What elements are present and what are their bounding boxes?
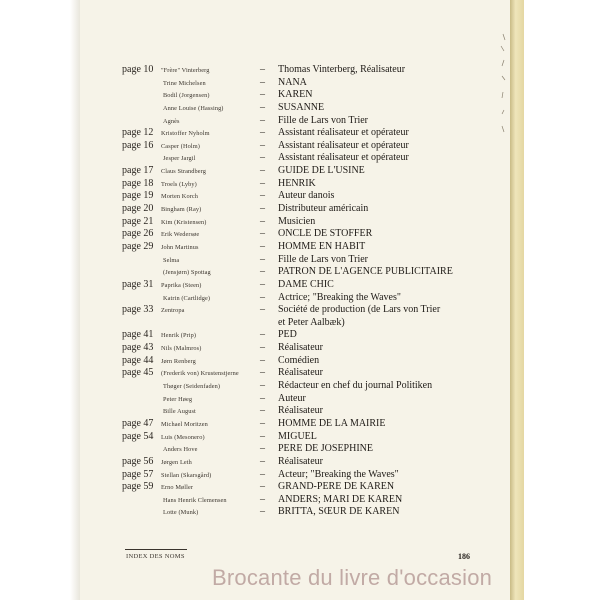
entry-dash: –	[260, 203, 265, 215]
entry-name: Jørn Renberg	[161, 357, 196, 365]
index-entry	[122, 279, 512, 292]
entry-role: Actrice; "Breaking the Waves"	[278, 291, 401, 303]
index-entry	[122, 304, 512, 329]
index-entry	[122, 380, 512, 393]
index-entry	[122, 329, 512, 342]
entry-dash: –	[260, 139, 265, 151]
entry-page-ref: page 21	[122, 215, 154, 227]
entry-dash: –	[260, 506, 265, 518]
entry-name: (Frederik von) Krustenstjerne	[161, 370, 239, 378]
entry-dash: –	[260, 165, 265, 177]
index-entry	[122, 481, 512, 494]
page-gutter-shadow	[70, 0, 80, 600]
entry-dash: –	[260, 367, 265, 379]
entry-name: Paprika (Steen)	[161, 281, 202, 289]
entry-role: Assistant réalisateur et opérateur	[278, 152, 409, 164]
entry-dash: –	[260, 468, 265, 480]
entry-role: Fille de Lars von Trier	[278, 114, 368, 126]
entry-role: Auteur	[278, 392, 306, 404]
entry-page-ref: page 31	[122, 278, 154, 290]
entry-name: Trine Michelsen	[163, 79, 206, 87]
entry-name: Morten Korch	[161, 193, 199, 201]
index-entry	[122, 494, 512, 507]
watermark-text: Brocante du livre d'occasion	[212, 565, 493, 590]
index-entry	[122, 393, 512, 406]
index-entry	[122, 140, 512, 153]
index-entry	[122, 367, 512, 380]
index-entry	[122, 254, 512, 267]
entry-role: SUSANNE	[278, 101, 325, 113]
entry-page-ref: page 41	[122, 329, 154, 341]
entry-role: Acteur; "Breaking the Waves"	[278, 468, 399, 480]
entry-page-ref: page 10	[122, 64, 154, 75]
entry-dash: –	[260, 455, 265, 467]
entry-name: Lotte (Munk)	[163, 509, 199, 517]
entry-role: Assistant réalisateur et opérateur	[278, 139, 409, 151]
entry-role: GRAND-PERE DE KAREN	[278, 481, 395, 493]
index-entry	[122, 456, 512, 469]
entry-name: Kristoffer Nyholm	[161, 130, 210, 138]
entry-name: Michael Moritzen	[161, 420, 208, 428]
entry-name: Henrik (Prip)	[161, 332, 197, 340]
entry-role-continued: et Peter Aalbæk)	[278, 316, 345, 328]
entry-page-ref: page 44	[122, 354, 154, 366]
entry-page-ref: page 43	[122, 342, 154, 354]
entry-name: Anne Louise (Hassing)	[163, 104, 224, 112]
entry-name: Claus Strandberg	[161, 168, 207, 176]
entry-name: Anders Hove	[163, 446, 198, 454]
entry-dash: –	[260, 253, 265, 265]
entry-name: Jesper Jargil	[163, 155, 196, 163]
index-entry	[122, 152, 512, 165]
footer-section-title: INDEX DES NOMS	[126, 553, 185, 560]
entry-page-ref: page 29	[122, 240, 154, 252]
entry-page-ref: page 18	[122, 177, 154, 189]
entry-page-ref: page 12	[122, 127, 154, 139]
index-entry	[122, 115, 512, 128]
entry-role: Musicien	[278, 215, 316, 227]
entry-dash: –	[260, 342, 265, 354]
entry-name: Katrin (Cartlidge)	[163, 294, 211, 302]
entry-role: Assistant réalisateur et opérateur	[278, 127, 409, 139]
entry-page-ref: page 20	[122, 203, 154, 215]
entry-dash: –	[260, 152, 265, 164]
entry-name: Thøger (Seidenfaden)	[163, 383, 221, 391]
entry-page-ref: page 47	[122, 417, 154, 429]
entry-role: PATRON DE L'AGENCE PUBLICITAIRE	[278, 266, 453, 278]
entry-role: ANDERS; MARI DE KAREN	[278, 493, 403, 505]
index-entry	[122, 241, 512, 254]
entry-role: Réalisateur	[278, 367, 323, 379]
entry-dash: –	[260, 177, 265, 189]
entry-name: Bodil (Jorgensen)	[163, 92, 210, 100]
index-entry	[122, 418, 512, 431]
page-edge	[510, 0, 524, 600]
entry-role: Distributeur américain	[278, 203, 369, 215]
entry-role: Réalisateur	[278, 405, 323, 417]
index-entry	[122, 178, 512, 191]
entry-page-ref: page 56	[122, 455, 154, 467]
entry-role: Rédacteur en chef du journal Politiken	[278, 380, 433, 392]
index-entry	[122, 127, 512, 140]
entry-role: HENRIK	[278, 177, 316, 189]
entry-dash: –	[260, 240, 265, 252]
index-entry	[122, 405, 512, 418]
entry-role: KAREN	[278, 89, 313, 101]
entry-dash: –	[260, 392, 265, 404]
entry-name: Bille August	[163, 408, 196, 416]
footer-rule	[125, 549, 187, 550]
entry-role: Thomas Vinterberg, Réalisateur	[278, 64, 406, 75]
entry-role: Réalisateur	[278, 455, 323, 467]
footer-page-number: 186	[458, 552, 470, 561]
entry-name: Troels (Lyby)	[161, 180, 197, 188]
entry-dash: –	[260, 228, 265, 240]
entry-name: Erno Møller	[161, 484, 194, 492]
entry-name: Agnès	[163, 117, 180, 125]
entry-role: Réalisateur	[278, 342, 323, 354]
entry-page-ref: page 45	[122, 367, 154, 379]
index-entry	[122, 266, 512, 279]
entry-dash: –	[260, 64, 265, 75]
name-index-list	[122, 64, 512, 519]
index-entry	[122, 431, 512, 444]
entry-dash: –	[260, 417, 265, 429]
index-entry	[122, 469, 512, 482]
entry-role: BRITTA, SŒUR DE KAREN	[278, 506, 400, 518]
entry-role: Société de production (de Lars von Trier	[278, 304, 441, 316]
entry-name: Peter Høeg	[163, 395, 193, 403]
entry-dash: –	[260, 493, 265, 505]
entry-role: PERE DE JOSEPHINE	[278, 443, 374, 455]
entry-page-ref: page 19	[122, 190, 154, 202]
entry-role: HOMME EN HABIT	[278, 240, 366, 252]
entry-role: Auteur danois	[278, 190, 335, 202]
index-entry	[122, 64, 512, 77]
entry-role: MIGUEL	[278, 430, 317, 442]
index-entry	[122, 506, 512, 519]
index-entry	[122, 342, 512, 355]
index-entry	[122, 292, 512, 305]
entry-dash: –	[260, 405, 265, 417]
entry-role: PED	[278, 329, 297, 341]
entry-name: Erik Wedersøe	[161, 231, 200, 239]
entry-role: HOMME DE LA MAIRIE	[278, 417, 386, 429]
index-entry	[122, 216, 512, 229]
entry-page-ref: page 26	[122, 228, 154, 240]
entry-page-ref: page 59	[122, 481, 154, 493]
entry-role: GUIDE DE L'USINE	[278, 165, 365, 177]
entry-dash: –	[260, 304, 265, 316]
entry-role: Comédien	[278, 354, 320, 366]
entry-dash: –	[260, 127, 265, 139]
entry-page-ref: page 16	[122, 139, 154, 151]
entry-name: Casper (Holm)	[161, 142, 200, 150]
index-entry	[122, 89, 512, 102]
entry-name: Stellan (Skarsgård)	[161, 471, 212, 479]
index-entry	[122, 77, 512, 90]
entry-role: ONCLE DE STOFFER	[278, 228, 373, 240]
entry-dash: –	[260, 329, 265, 341]
entry-name: "Frère" Vinterberg	[161, 67, 210, 74]
entry-dash: –	[260, 266, 265, 278]
entry-dash: –	[260, 215, 265, 227]
index-entry	[122, 190, 512, 203]
entry-page-ref: page 54	[122, 430, 154, 442]
entry-dash: –	[260, 278, 265, 290]
index-entry	[122, 102, 512, 115]
entry-role: Fille de Lars von Trier	[278, 253, 368, 265]
entry-page-ref: page 57	[122, 468, 154, 480]
index-entry	[122, 203, 512, 216]
entry-name: Zentropa	[161, 307, 185, 315]
entry-dash: –	[260, 89, 265, 101]
entry-role: DAME CHIC	[278, 278, 334, 290]
entry-name: Bingham (Ray)	[161, 206, 202, 214]
index-entry	[122, 228, 512, 241]
entry-dash: –	[260, 190, 265, 202]
entry-name: (Jensjørn) Spottag	[163, 269, 211, 277]
entry-dash: –	[260, 101, 265, 113]
entry-name: Luis (Mesonero)	[161, 433, 205, 441]
entry-name: Nils (Malmros)	[161, 345, 202, 353]
index-entry	[122, 165, 512, 178]
entry-dash: –	[260, 430, 265, 442]
entry-dash: –	[260, 354, 265, 366]
entry-name: Kim (Kristensen)	[161, 218, 207, 226]
entry-role: NANA	[278, 76, 307, 88]
entry-page-ref: page 33	[122, 304, 154, 316]
entry-dash: –	[260, 481, 265, 493]
entry-dash: –	[260, 291, 265, 303]
index-entry	[122, 443, 512, 456]
entry-dash: –	[260, 76, 265, 88]
entry-name: John Martinus	[161, 243, 199, 251]
entry-dash: –	[260, 114, 265, 126]
entry-name: Jørgen Leth	[161, 458, 192, 466]
index-entry	[122, 355, 512, 368]
entry-name: Selma	[163, 256, 180, 264]
entry-dash: –	[260, 443, 265, 455]
entry-dash: –	[260, 380, 265, 392]
entry-page-ref: page 17	[122, 165, 154, 177]
entry-name: Hans Henrik Clemensen	[163, 496, 227, 504]
